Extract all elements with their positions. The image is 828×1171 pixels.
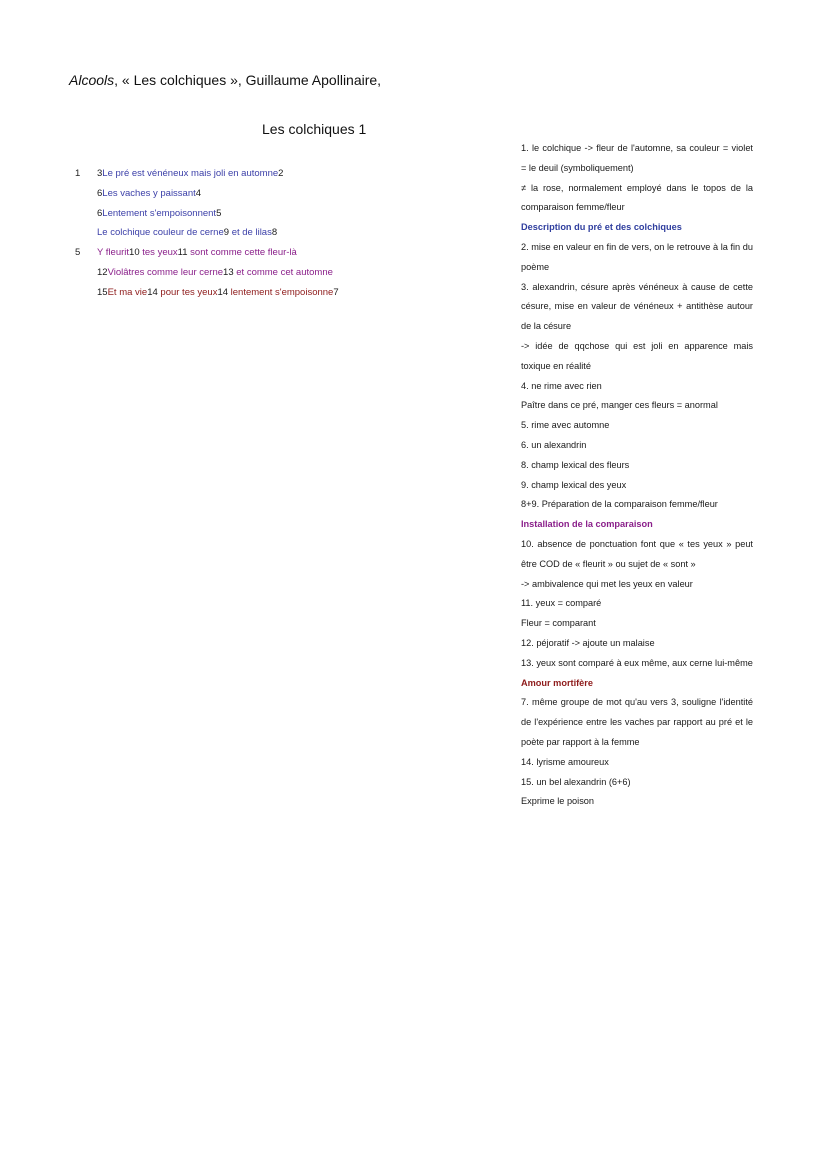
poem-verse — [75, 207, 475, 227]
note-line: 6. un alexandrin — [521, 439, 587, 450]
verse-segment: sont comme cette fleur-là — [187, 247, 297, 259]
verse-number: 5 — [75, 247, 81, 259]
section-heading: Installation de la comparaison — [521, 519, 653, 530]
note-line: Fleur = comparant — [521, 618, 596, 629]
note-line: Exprime le poison — [521, 796, 595, 807]
poem-verse — [75, 187, 475, 207]
poem-verse — [75, 286, 475, 306]
verse-segment: Le colchique couleur de cerne — [97, 227, 224, 239]
note-line: 2. mise en valeur en fin de vers, on le retrouve à la fin du poème — [521, 241, 753, 272]
note-reference: 4 — [195, 187, 202, 199]
note-reference: 13 — [223, 266, 234, 278]
verse-segment: et comme cet automne — [233, 266, 333, 278]
note-reference: 5 — [216, 207, 222, 219]
note-reference: 6 — [97, 207, 103, 219]
section-heading: Amour mortifère — [521, 677, 593, 688]
note-reference: 2 — [278, 168, 284, 179]
note-reference: 14 — [217, 286, 229, 298]
verse-segment: Et ma vie — [107, 286, 148, 298]
note-reference: 15 — [97, 286, 108, 298]
note-reference: 10 — [129, 247, 140, 259]
annotation-notes — [521, 139, 753, 812]
verse-number: 1 — [75, 168, 81, 179]
note-line: 13. yeux sont comparé à eux même, aux cerne lui-même — [521, 657, 753, 668]
note-reference: 9 — [223, 227, 230, 239]
note-reference: 14 — [147, 286, 158, 298]
note-line: 15. un bel alexandrin (6+6) — [521, 776, 631, 787]
poem-verse — [75, 226, 475, 246]
note-line: 11. yeux = comparé — [521, 598, 602, 609]
section-heading: Description du pré et des colchiques — [521, 222, 682, 233]
note-reference: 11 — [177, 247, 188, 259]
poem-text — [75, 167, 475, 306]
note-line: 8+9. Préparation de la comparaison femme/fleur — [521, 499, 718, 510]
note-line: 4. ne rime avec rien — [521, 380, 602, 391]
note-line: 14. lyrisme amoureux — [521, 756, 609, 767]
note-line: Paître dans ce pré, manger ces fleurs = anormal — [521, 400, 718, 411]
verse-segment: lentement s'empoisonne — [228, 286, 334, 298]
verse-segment: et de lilas — [229, 227, 272, 239]
note-line: 12. péjoratif -> ajoute un malaise — [521, 637, 655, 648]
work-title: Alcools — [69, 72, 115, 88]
note-line: 5. rime avec automne — [521, 420, 610, 431]
poem-verse — [75, 246, 475, 266]
note-line: 1. le colchique -> fleur de l'automne, sa couleur = violet = le deuil (symboliquement) — [521, 143, 753, 173]
document-header — [69, 72, 381, 88]
note-line: 9. champ lexical des yeux — [521, 479, 627, 490]
note-line: -> idée de qqchose qui est joli en apparence mais toxique en réalité — [521, 340, 753, 371]
note-line: 7. même groupe de mot qu'au vers 3, souligne l'identité de l'expérience entre les vaches par rapport au pré et le poète par rapport à la femme — [521, 697, 753, 747]
verse-segment: pour tes yeux — [157, 286, 218, 298]
note-reference: 3 — [97, 168, 103, 179]
note-line: 10. absence de ponctuation font que « tes yeux » peut être COD de « fleurit » ou sujet de « sont » — [521, 538, 753, 569]
note-line: 8. champ lexical des fleurs — [521, 459, 630, 470]
note-line: 3. alexandrin, césure après vénéneux à cause de cette césure, mise en valeur de vénéneux + antithèse autour de la césure — [521, 281, 753, 332]
note-line: ≠ la rose, normalement employé dans le topos de la comparaison femme/fleur — [521, 182, 753, 213]
verse-segment: Y fleurit — [97, 247, 130, 259]
verse-segment: tes yeux — [139, 247, 178, 259]
poem-verse — [75, 167, 475, 187]
verse-segment: Lentement s'empoisonnent — [102, 207, 217, 219]
header-rest: , « Les colchiques », Guillaume Apollinaire, — [114, 72, 382, 88]
note-reference: 12 — [97, 266, 108, 278]
poem-title: Les colchiques 1 — [262, 121, 367, 137]
verse-segment: Le pré est vénéneux mais joli en automne — [102, 168, 279, 179]
note-reference: 7 — [333, 286, 339, 298]
note-line: -> ambivalence qui met les yeux en valeur — [521, 578, 693, 589]
note-reference: 8 — [271, 227, 278, 239]
verse-segment: Violâtres comme leur cerne — [107, 266, 224, 278]
verse-segment: Les vaches y paissant — [102, 187, 196, 199]
note-reference: 6 — [97, 187, 103, 199]
poem-verse — [75, 266, 475, 286]
